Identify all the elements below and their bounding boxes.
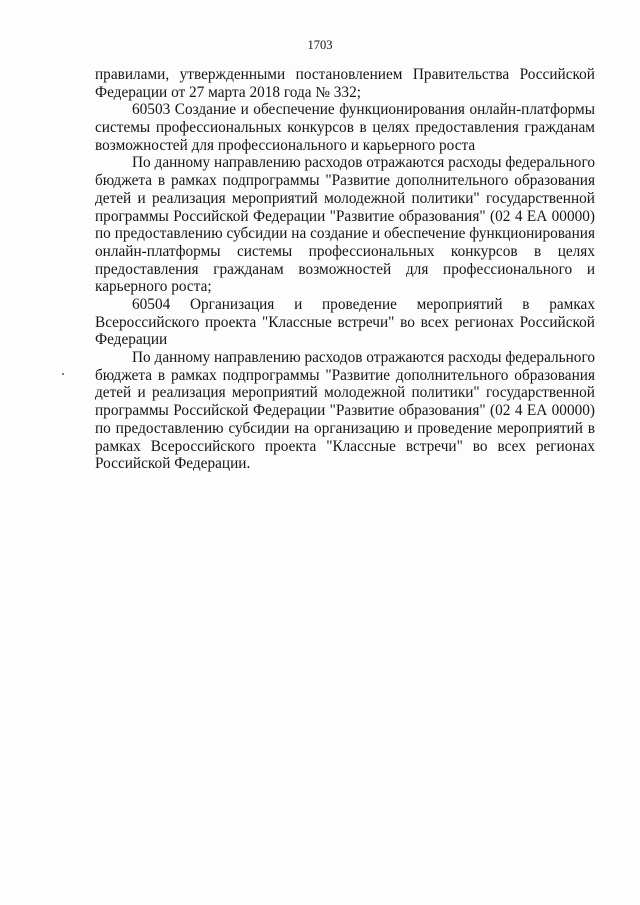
text-line: Федерации xyxy=(95,331,168,349)
text-line: правилами, утвержденными постановлением Правительства Российской xyxy=(95,66,595,83)
text-line: возможностей для профессионального и карьерного роста xyxy=(95,136,476,154)
text-line: 60504 Организация и проведение мероприятий в рамках xyxy=(132,295,595,313)
text-line: предоставления гражданам возможностей для профессионального и xyxy=(95,260,595,278)
text-line: По данному направлению расходов отражаются расходы федерального xyxy=(132,154,595,172)
paragraph-rules-reference xyxy=(95,66,595,101)
text-line: системы профессиональных конкурсов в целях предоставления гражданам xyxy=(95,119,595,137)
text-line: онлайн-платформы системы профессиональных конкурсов в целях xyxy=(95,242,595,260)
text-line: по предоставлению субсидии на создание и обеспечение функционирования xyxy=(95,225,595,243)
text-line: детей и реализация мероприятий молодежной политики" государственной xyxy=(95,384,595,402)
text-line: 60503 Создание и обеспечение функционирования онлайн-платформы xyxy=(132,101,595,119)
text-line: программы Российской Федерации "Развитие образования" (02 4 ЕА 00000) xyxy=(95,402,595,420)
text-line: программы Российской Федерации "Развитие образования" (02 4 ЕА 00000) xyxy=(95,207,595,225)
paragraph-60504-description xyxy=(95,349,595,473)
text-line: Российской Федерации. xyxy=(95,455,251,473)
text-line: по предоставлению субсидии на организацию и проведение мероприятий в xyxy=(95,419,595,437)
text-line: По данному направлению расходов отражаются расходы федерального xyxy=(132,349,595,367)
text-line: Всероссийского проекта "Классные встречи" во всех регионах Российской xyxy=(95,313,595,331)
page-number: 1703 xyxy=(307,38,333,52)
text-line: бюджета в рамках подпрограммы "Развитие дополнительного образования xyxy=(95,172,595,190)
text-line: карьерного роста; xyxy=(95,278,212,296)
text-line: детей и реализация мероприятий молодежной политики" государственной xyxy=(95,189,595,207)
document-body xyxy=(95,66,595,473)
text-line: рамках Всероссийского проекта "Классные встречи" во всех регионах xyxy=(95,437,595,455)
paragraph-60504-heading xyxy=(95,296,595,349)
scan-speck xyxy=(62,373,64,375)
text-line: бюджета в рамках подпрограммы "Развитие дополнительного образования xyxy=(95,366,595,384)
paragraph-60503-heading xyxy=(95,101,595,154)
paragraph-60503-description xyxy=(95,154,595,296)
text-line: Федерации от 27 марта 2018 года № 332; xyxy=(95,83,361,101)
